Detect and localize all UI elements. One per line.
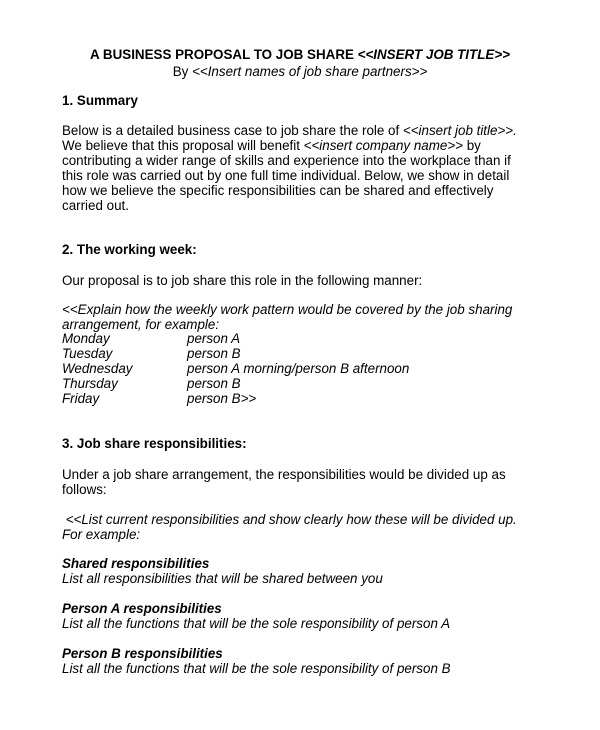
- responsibilities-list-instruction: [62, 512, 552, 542]
- job-title-placeholder: <<insert job title>>.: [402, 123, 517, 138]
- summary-line-3: contributing a wider range of skills and experience into the workplace than if: [62, 153, 511, 168]
- working-week-intro: Our proposal is to job share this role in the following manner:: [62, 273, 423, 288]
- summary-heading: 1. Summary: [62, 93, 138, 108]
- person-b-desc: List all the functions that will be the sole responsibility of person B: [62, 661, 451, 676]
- schedule-row-wednesday: [62, 361, 409, 376]
- schedule-day: Thursday: [62, 376, 118, 391]
- person-a-heading: Person A responsibilities: [62, 601, 222, 616]
- summary-line-2-text: We believe that this proposal will benefit: [62, 138, 304, 153]
- responsibilities-heading: 3. Job share responsibilities:: [62, 436, 247, 451]
- subtitle-placeholder: <<Insert names of job share partners>>: [192, 64, 428, 79]
- schedule-row-thursday: [62, 376, 409, 391]
- weekly-schedule: [62, 331, 409, 406]
- schedule-day: Monday: [62, 331, 110, 346]
- person-b-heading: Person B responsibilities: [62, 646, 223, 661]
- subtitle-prefix: By: [172, 64, 193, 79]
- shared-responsibilities-desc: List all responsibilities that will be shared between you: [62, 571, 383, 586]
- explain-line-2: arrangement, for example:: [62, 317, 220, 332]
- working-week-explain: [62, 302, 552, 332]
- schedule-person: person A: [187, 331, 241, 346]
- schedule-person: person B: [187, 376, 241, 391]
- schedule-row-monday: [62, 331, 409, 346]
- schedule-person: person B: [187, 346, 241, 361]
- responsibilities-intro-line-1: Under a job share arrangement, the responsibilities would be divided up as: [62, 467, 506, 482]
- summary-line-6: carried out.: [62, 198, 129, 213]
- summary-paragraph: [62, 123, 552, 213]
- summary-line-5: how we believe the specific responsibilities can be shared and effectively: [62, 183, 494, 198]
- schedule-day: Wednesday: [62, 361, 133, 376]
- schedule-person: person B>>: [187, 391, 257, 406]
- summary-line-2: [62, 138, 552, 153]
- responsibilities-intro: [62, 467, 552, 497]
- summary-line-1: [62, 123, 552, 138]
- schedule-person: person A morning/person B afternoon: [187, 361, 410, 376]
- title-placeholder: <<INSERT JOB TITLE>>: [357, 47, 510, 62]
- working-week-heading: 2. The working week:: [62, 242, 197, 257]
- document-title: [0, 47, 600, 62]
- list-instruction-line-1: <<List current responsibilities and show clearly how these will be divided up.: [62, 512, 517, 527]
- company-name-placeholder: <<insert company name>>: [303, 138, 463, 153]
- summary-line-4: this role was carried out by one full time individual. Below, we show in detail: [62, 168, 510, 183]
- schedule-day: Friday: [62, 391, 100, 406]
- explain-line-1: <<Explain how the weekly work pattern would be covered by the job sharing: [62, 302, 513, 317]
- title-prefix: A BUSINESS PROPOSAL TO JOB SHARE: [90, 47, 358, 62]
- responsibilities-intro-line-2: follows:: [62, 482, 107, 497]
- shared-responsibilities-heading: Shared responsibilities: [62, 556, 210, 571]
- summary-line-2-tail: by: [462, 138, 481, 153]
- schedule-day: Tuesday: [62, 346, 113, 361]
- person-a-desc: List all the functions that will be the sole responsibility of person A: [62, 616, 451, 631]
- summary-line-1-text: Below is a detailed business case to job share the role of: [62, 123, 403, 138]
- document-subtitle: [0, 64, 600, 79]
- schedule-row-tuesday: [62, 346, 409, 361]
- list-instruction-line-2: For example:: [62, 527, 141, 542]
- schedule-row-friday: [62, 391, 409, 406]
